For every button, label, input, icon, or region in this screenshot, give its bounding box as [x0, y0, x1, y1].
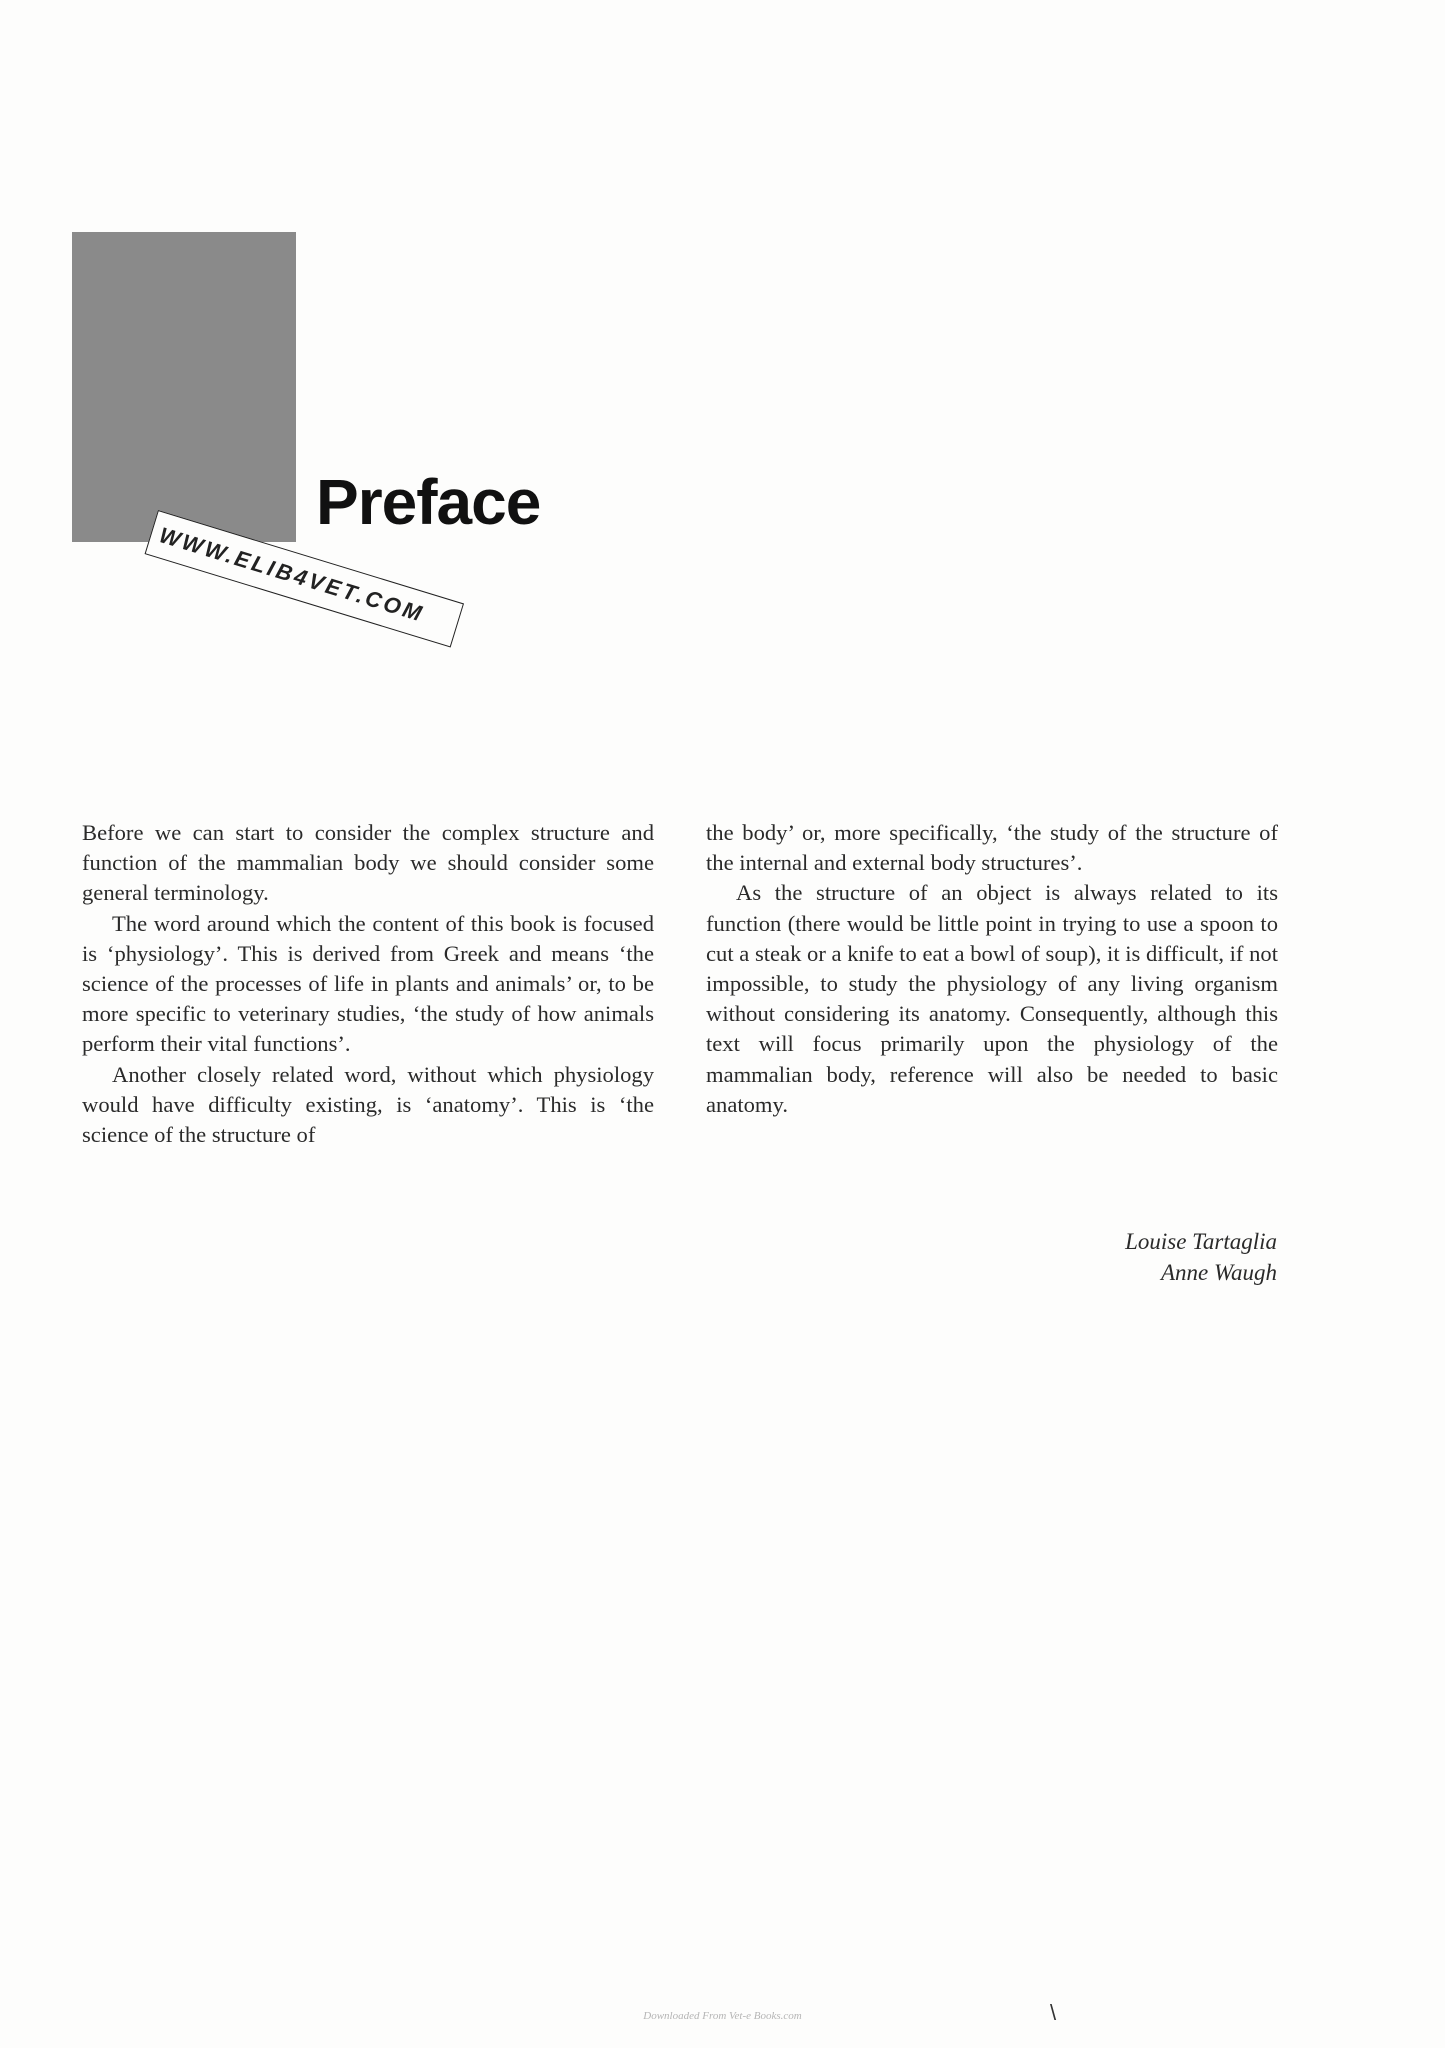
page-mark: \ — [1050, 2000, 1057, 2025]
decorative-grey-block — [72, 232, 296, 542]
author-name: Louise Tartaglia — [1125, 1229, 1277, 1254]
author-signature — [1125, 1226, 1277, 1288]
paragraph: Before we can start to consider the complex structure and function of the mammalian body we should consider some general terminology. — [82, 820, 654, 906]
left-column — [82, 818, 654, 1150]
page-title: Preface — [316, 466, 541, 538]
download-footer: Downloaded From Vet-e Books.com — [643, 2010, 802, 2022]
paragraph: As the structure of an object is always related to its function (there would be little point in trying to use a spoon to cut a steak or a knife to eat a bowl of soup), it is difficult, if not impossible, to study the physiology of any living organism without considering its anatomy. Consequently, although this text will focus primarily upon the physiology of the mammalian body, reference will also be needed to basic anatomy. — [706, 880, 1278, 1117]
body-columns — [82, 818, 1278, 1150]
author-name: Anne Waugh — [1160, 1260, 1277, 1285]
right-column — [706, 818, 1278, 1150]
paragraph: the body’ or, more specifically, ‘the study of the structure of the internal and external body structures’. — [706, 820, 1278, 876]
paragraph: Another closely related word, without which physiology would have difficulty existing, is ‘anatomy’. This is ‘the science of the structure of — [82, 1061, 654, 1148]
watermark-stamp: WWW.ELIB4VET.COM — [145, 510, 464, 648]
paragraph: The word around which the content of this book is focused is ‘physiology’. This is derived from Greek and means ‘the science of the processes of life in plants and animals’ or, to be more specific to veterinary studies, ‘the study of how animals perform their vital functions’. — [82, 910, 654, 1057]
